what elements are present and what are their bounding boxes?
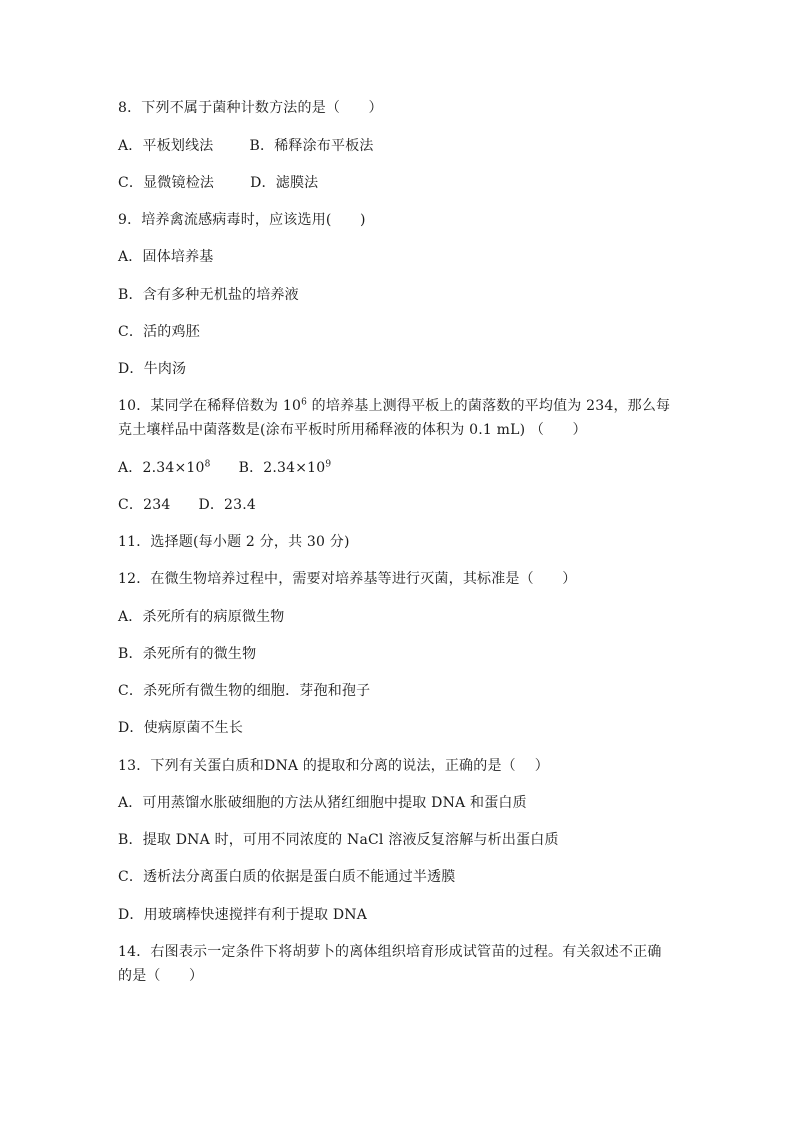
q10-options-row-1 xyxy=(118,458,331,478)
q9-option-c: C．活的鸡胚 xyxy=(118,324,200,340)
q10-options-row-2 xyxy=(118,495,256,515)
q10-stem-pre: 10．某同学在稀释倍数为 10 xyxy=(118,398,302,414)
q10-stem-line-1 xyxy=(118,396,670,416)
q8-options-row-1 xyxy=(118,136,374,156)
q10-stem-exponent: 6 xyxy=(301,397,308,408)
q14-stem-line-1: 14．右图表示一定条件下将胡萝卜的离体组织培育形成试管苗的过程。有关叙述不正确 xyxy=(118,944,662,960)
q11-stem: 11．选择题(每小题 2 分，共 30 分) xyxy=(118,534,350,550)
q10-option-a-text: A．2.34×10 xyxy=(118,460,205,476)
q10-option-a-exponent: 8 xyxy=(204,459,211,470)
q8-option-b: B．稀释涂布平板法 xyxy=(249,138,374,154)
q12-option-c: C．杀死所有微生物的细胞．芽孢和孢子 xyxy=(118,683,371,699)
q9-stem: 9．培养禽流感病毒时，应该选用( ) xyxy=(118,212,366,228)
q9-option-b: B．含有多种无机盐的培养液 xyxy=(118,287,299,303)
q8-option-c: C．显微镜检法 xyxy=(118,175,215,191)
q10-option-b-exponent: 9 xyxy=(325,459,332,470)
q10-option-b xyxy=(239,458,332,478)
q13-option-a: A．可用蒸馏水胀破细胞的方法从猪红细胞中提取 DNA 和蛋白质 xyxy=(118,795,527,811)
q10-stem-post: 的培养基上测得平板上的菌落数的平均值为 234，那么每 xyxy=(307,398,671,414)
q10-option-c: C．234 xyxy=(118,497,171,513)
q10-option-a xyxy=(118,460,211,476)
q9-option-a: A．固体培养基 xyxy=(118,249,214,265)
q8-stem: 8．下列不属于菌种计数方法的是（ ） xyxy=(118,100,383,116)
q13-option-d: D．用玻璃棒快速搅拌有利于提取 DNA xyxy=(118,907,368,923)
q13-stem: 13．下列有关蛋白质和DNA 的提取和分离的说法，正确的是（ ） xyxy=(118,758,549,774)
q13-option-b: B．提取 DNA 时，可用不同浓度的 NaCl 溶液反复溶解与析出蛋白质 xyxy=(118,832,559,848)
q14-stem-line-2: 的是（ ） xyxy=(118,968,204,984)
q8-option-a: A．平板划线法 xyxy=(118,138,214,154)
q12-option-b: B．杀死所有的微生物 xyxy=(118,646,257,662)
q12-stem: 12．在微生物培养过程中，需要对培养基等进行灭菌，其标准是（ ） xyxy=(118,571,577,587)
q12-option-d: D．使病原菌不生长 xyxy=(118,720,244,736)
q8-option-d: D．滤膜法 xyxy=(250,175,319,191)
q10-option-d: D．23.4 xyxy=(198,497,257,513)
q8-options-row-2 xyxy=(118,173,318,193)
q10-stem-line-2: 克土壤样品中菌落数是(涂布平板时所用稀释液的体积为 0.1 mL) （ ） xyxy=(118,422,587,438)
q13-option-c: C．透析法分离蛋白质的依据是蛋白质不能通过半透膜 xyxy=(118,869,456,885)
q9-option-d: D．牛肉汤 xyxy=(118,361,187,377)
q12-option-a: A．杀死所有的病原微生物 xyxy=(118,609,285,625)
q10-option-b-text: B．2.34×10 xyxy=(238,460,326,476)
